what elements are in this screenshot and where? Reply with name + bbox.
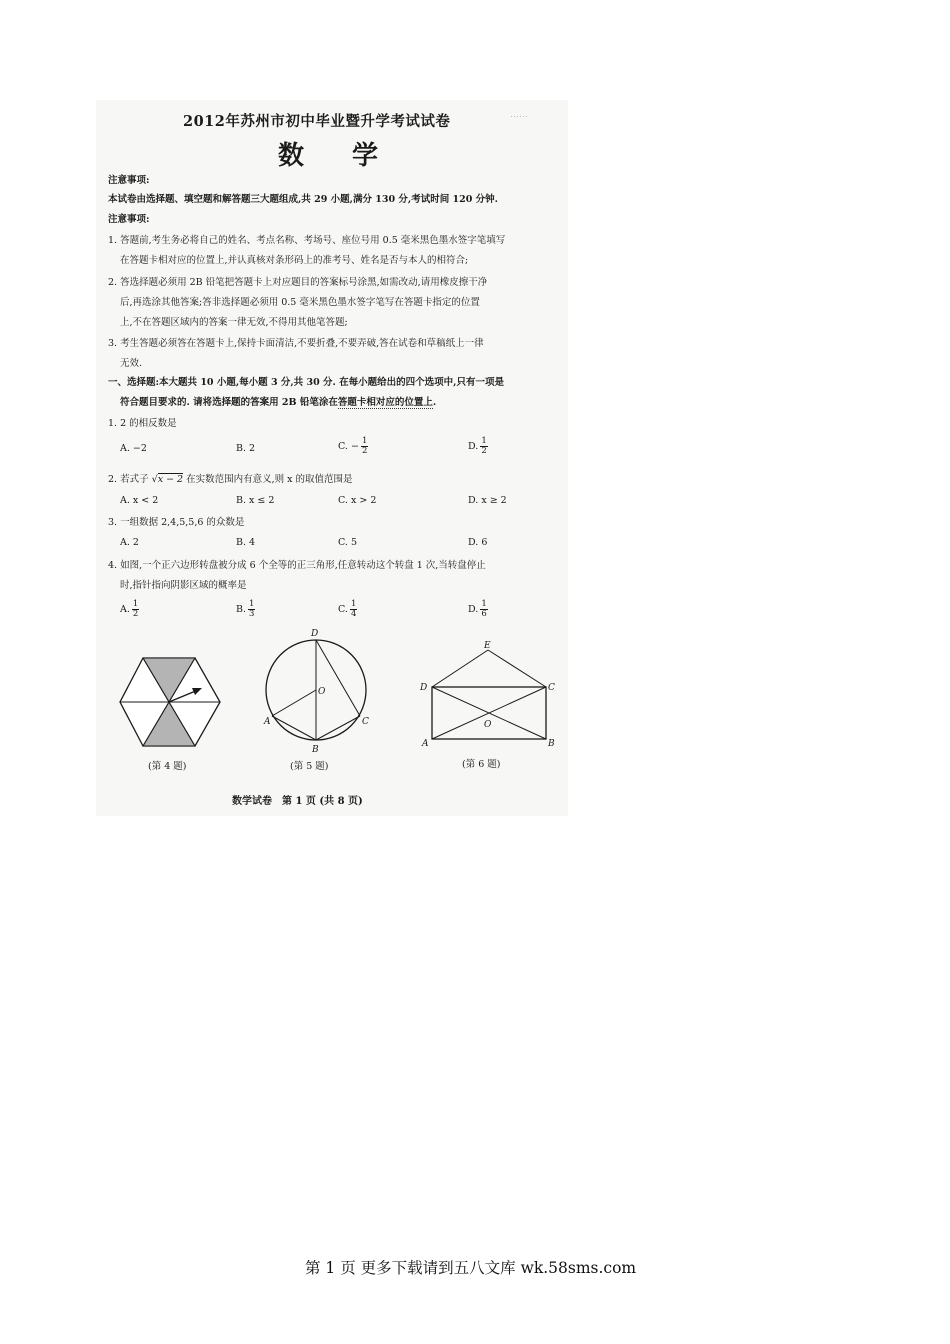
- q1-option-b: B. 2: [236, 443, 256, 454]
- notice-item-3-line-1: 3. 考生答题必须答在答题卡上,保持卡面清洁,不要折叠,不要弄破,答在试卷和草稿纸上一律: [108, 338, 484, 349]
- radicand: x − 2: [157, 474, 184, 485]
- q3-option-d: D. 6: [468, 537, 488, 548]
- label-e: E: [484, 641, 491, 651]
- radius-oa: [272, 690, 316, 716]
- label-a: A: [422, 739, 429, 749]
- figure-6-rectangle: [418, 638, 560, 750]
- exam-title: 2012年苏州市初中毕业暨升学考试试卷: [183, 113, 451, 130]
- notice-item-2-line-1: 2. 答选择题必须用 2B 铅笔把答题卡上对应题目的答案标号涂黑,如需改动,请用橡皮擦干净: [108, 277, 488, 288]
- figure-4-caption: (第 4 题): [148, 761, 187, 772]
- notice-item-2-line-3: 上,不在答题区域内的答案一律无效,不得用其他笔答题;: [120, 317, 348, 328]
- page-footer: 第 1 页 更多下载请到五八文库 wk.58sms.com: [305, 1259, 637, 1277]
- label-b: B: [548, 739, 555, 749]
- faint-stamp: ⋯⋯: [510, 112, 528, 122]
- notice-heading-2: 注意事项:: [108, 214, 150, 225]
- notice-intro: 本试卷由选择题、填空题和解答题三大题组成,共 29 小题,满分 130 分,考试时间 120 分钟.: [108, 194, 498, 205]
- section-1-text: 符合题目要求的. 请将选择题的答案用 2B 铅笔涂在: [120, 397, 338, 408]
- q4-stem-line-2: 时,指针指向阴影区域的概率是: [120, 580, 247, 591]
- label-a: A: [264, 717, 271, 727]
- label-c: C: [362, 717, 369, 727]
- q4-option-d: D. $\frac{1}{6}$: [468, 599, 487, 619]
- q1-option-d: D. $\frac{1}{2}$: [468, 436, 487, 456]
- chord-dc: [316, 640, 360, 716]
- segment-ec: [488, 650, 546, 687]
- q3-option-c: C. 5: [338, 537, 358, 548]
- exam-page-footer: 数学试卷 第 1 页 (共 8 页): [232, 796, 363, 807]
- label-c: C: [548, 683, 555, 693]
- label-o: O: [318, 687, 326, 697]
- figure-5-circle: [256, 624, 378, 756]
- section-1-period: .: [432, 397, 437, 408]
- q4-option-b: B. $\frac{1}{3}$: [236, 599, 255, 619]
- notice-heading-1: 注意事项:: [108, 175, 150, 186]
- figure-4-hexagon-spinner: [118, 656, 226, 752]
- figure-5-caption: (第 5 题): [290, 761, 329, 772]
- q4-option-c: C. $\frac{1}{4}$: [338, 599, 357, 619]
- q2-option-a: A. x < 2: [120, 495, 159, 506]
- q2-option-d: D. x ≥ 2: [468, 495, 507, 506]
- notice-item-2-line-2: 后,再选涂其他答案;答非选择题必须用 0.5 毫米黑色墨水签字笔写在答题卡指定的位置: [120, 297, 480, 308]
- q1-option-a: A. −2: [120, 443, 147, 454]
- q1-option-c: C. − $\frac{1}{2}$: [338, 436, 368, 456]
- q3-option-a: A. 2: [120, 537, 139, 548]
- label-d: D: [311, 629, 319, 639]
- q4-option-a: A. $\frac{1}{2}$: [120, 599, 139, 619]
- chord-cb: [316, 716, 360, 740]
- section-1-heading-line-1: 一、选择题:本大题共 10 小题,每小题 3 分,共 30 分. 在每小题给出的四个选项中,只有一项是: [108, 377, 504, 388]
- notice-item-3-line-2: 无效.: [120, 358, 143, 369]
- q3-option-b: B. 4: [236, 537, 256, 548]
- label-o: O: [484, 720, 492, 730]
- section-1-emphasis: 答题卡相对应的位置上: [337, 397, 433, 408]
- q2-stem: 2. 若式子 √x − 2 在实数范围内有意义,则 x 的取值范围是: [108, 474, 353, 485]
- notice-item-1-line-1: 1. 答题前,考生务必将自己的姓名、考点名称、考场号、座位号用 0.5 毫米黑色墨水签字笔填写: [108, 235, 506, 246]
- chord-ab: [272, 716, 316, 740]
- radical-sign: √: [151, 474, 158, 485]
- segment-de: [432, 650, 488, 687]
- label-d: D: [420, 683, 428, 693]
- figure-6-caption: (第 6 题): [462, 759, 501, 770]
- q2-option-c: C. x > 2: [338, 495, 377, 506]
- q4-stem-line-1: 4. 如图,一个正六边形转盘被分成 6 个全等的正三角形,任意转动这个转盘 1 次,当转盘停止: [108, 560, 486, 571]
- notice-item-1-line-2: 在答题卡相对应的位置上,并认真核对条形码上的准考号、姓名是否与本人的相符合;: [120, 255, 469, 266]
- q3-stem: 3. 一组数据 2,4,5,5,6 的众数是: [108, 517, 245, 528]
- section-1-heading-line-2: [120, 396, 436, 409]
- label-b: B: [312, 745, 319, 755]
- q1-stem: 1. 2 的相反数是: [108, 418, 177, 429]
- q2-option-b: B. x ≤ 2: [236, 495, 275, 506]
- subject-title: 数学: [278, 141, 427, 171]
